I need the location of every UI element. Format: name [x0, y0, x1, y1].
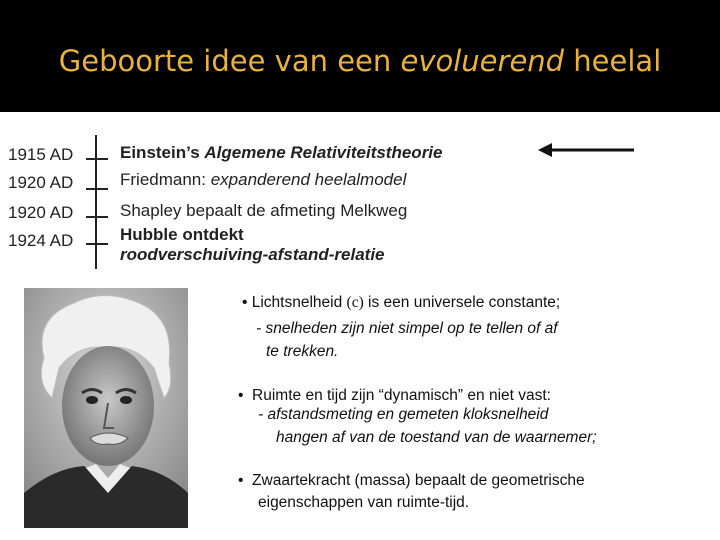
event-italic: expanderend heelalmodel [210, 170, 407, 189]
event-plain: Shapley bepaalt de afmeting Melkweg [120, 201, 408, 220]
year-label: 1924 AD [8, 231, 74, 250]
event-friedmann [120, 170, 406, 190]
left-arrow-icon [538, 140, 638, 160]
symbol-c: (c) [346, 294, 364, 311]
event-hubble [120, 225, 385, 265]
timeline-tick [86, 216, 108, 218]
event-bold-italic: Algemene Relativiteitstheorie [204, 143, 443, 162]
timeline-axis [95, 135, 97, 269]
bullet-sub: - snelheden zijn niet simpel op te tellen of af [256, 320, 558, 337]
portrait-photo [24, 288, 188, 528]
bullet-text: is een universele constante; [363, 294, 561, 311]
bullet-text: Lichtsnelheid [251, 294, 347, 311]
bullet-item: • Ruimte en tijd zijn “dynamisch” en niet vast: [238, 387, 551, 404]
year-label: 1920 AD [8, 173, 74, 192]
timeline-tick [86, 158, 108, 160]
event-bold-italic: roodverschuiving-afstand-relatie [120, 245, 385, 264]
event-plain: Friedmann: [120, 170, 211, 189]
bullet-sub: - afstandsmeting en gemeten kloksnelheid [258, 406, 549, 423]
bullet-line: eigenschappen van ruimte-tijd. [258, 494, 470, 511]
slide-title [0, 44, 720, 78]
event-einstein [120, 143, 442, 163]
year-label: 1920 AD [8, 203, 74, 222]
year-label: 1915 AD [8, 145, 74, 164]
bullet-sub: hangen af van de toestand van de waarnemer; [276, 429, 597, 446]
bullet-item: • Lichtsnelheid (c) is een universele constante; [242, 294, 561, 311]
event-bold: Hubble ontdekt [120, 225, 244, 244]
bullet-text: Ruimte en tijd zijn “dynamisch” en niet vast: [252, 387, 551, 404]
timeline-tick [86, 243, 108, 245]
bullet-sub: te trekken. [266, 343, 339, 360]
event-bold: Einstein’s [120, 143, 205, 162]
title-italic: evoluerend [400, 44, 565, 78]
title-part2: heelal [564, 44, 662, 78]
bullet-text: Zwaartekracht (massa) bepaalt de geometrische [252, 472, 585, 489]
event-shapley [120, 201, 407, 221]
timeline-tick [86, 188, 108, 190]
slide-header [0, 0, 720, 112]
bullet-item: • Zwaartekracht (massa) bepaalt de geometrische [238, 472, 585, 489]
title-part1: Geboorte idee van een [58, 44, 401, 78]
